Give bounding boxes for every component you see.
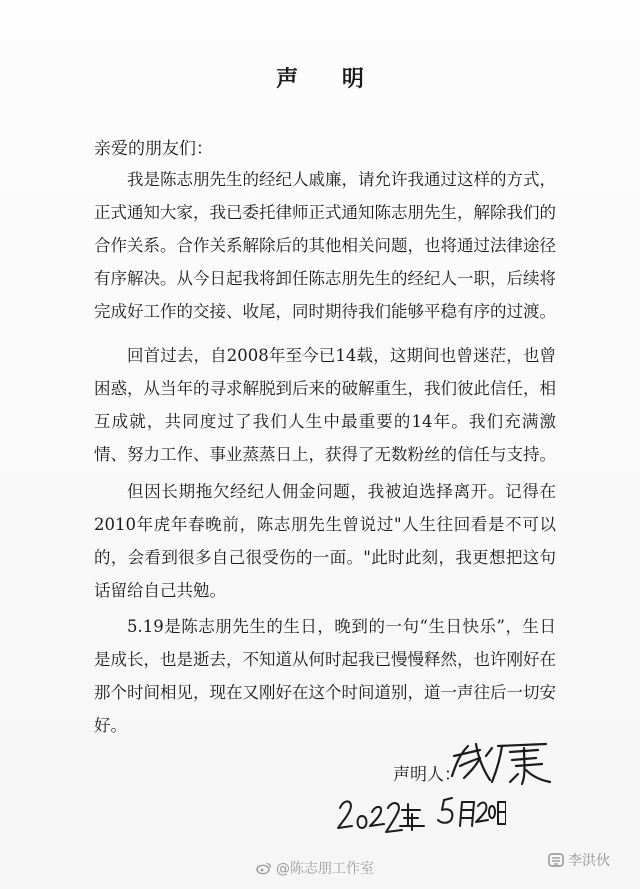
author-name: 李洪伙 xyxy=(568,853,610,869)
handwritten-date xyxy=(336,790,506,840)
paragraph-4: 5.19是陈志朋先生的生日，晚到的一句“生日快乐”，生日是成长，也是逝去，不知道从何时起我已慢慢释然，也许刚好在那个时间相见，现在又刚好在这个时间道别，道一声往后一切安好。 xyxy=(94,617,556,735)
salutation: 亲爱的朋友们： xyxy=(94,139,213,159)
paragraph-1: 我是陈志朋先生的经纪人戚廉，请允许我通过这样的方式，正式通知大家，我已委托律师正式通知陈志朋先生，解除我们的合作关系。合作关系解除后的其他相关问题，也将通过法律途径有序解决。从今日起我将卸任陈志朋先生的经纪人一职，后续将完成好工作的交接、收尾，同时期待我们能够平稳有序的过渡。 xyxy=(94,170,556,321)
handwritten-signature xyxy=(446,736,556,788)
weibo-watermark xyxy=(256,858,374,878)
toutiao-icon xyxy=(548,852,564,868)
weibo-icon xyxy=(256,861,272,875)
paragraph-3: 但因长期拖欠经纪人佣金问题，我被迫选择离开。记得在2010年虎年春晚前，陈志朋先生曾说过"人生往回看是不可以的，会看到很多自己很受伤的一面。"此时此刻，我更想把这句话留给自己共勉。 xyxy=(94,482,556,600)
author-watermark xyxy=(548,850,610,870)
signer-label: 声明人： xyxy=(393,765,461,785)
document-title: 声 明 xyxy=(276,66,382,92)
weibo-handle: @陈志朋工作室 xyxy=(276,861,374,877)
paragraph-2: 回首过去，自2008年至今已14载，这期间也曾迷茫，也曾困惑，从当年的寻求解脱到后来的破解重生，我们彼此信任，相互成就，共同度过了我们人生中最重要的14年。我们充满激情、努力工作、事业蒸蒸日上，获得了无数粉丝的信任与支持。 xyxy=(94,346,556,464)
